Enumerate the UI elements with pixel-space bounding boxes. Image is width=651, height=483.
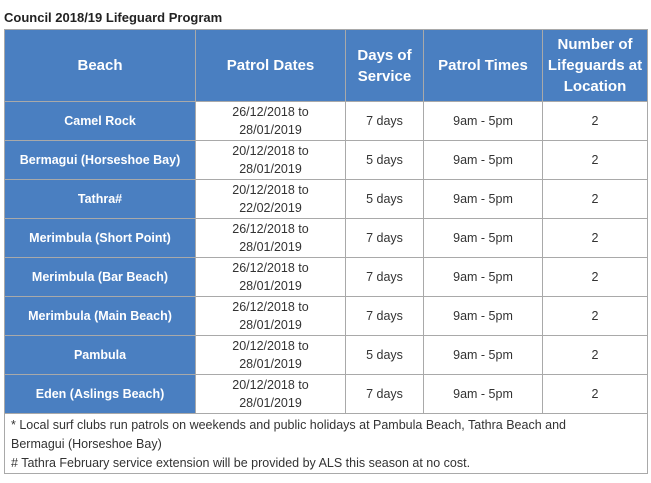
table-row — [5, 258, 648, 297]
table-row — [5, 102, 648, 141]
patrol-dates-cell — [196, 180, 346, 219]
patrol-dates-cell — [196, 258, 346, 297]
footnote-surf-clubs-cont: Bermagui (Horseshoe Bay) — [11, 437, 162, 451]
dates-from: 20/12/2018 to — [232, 144, 309, 158]
times-cell: 9am - 5pm — [424, 141, 543, 180]
days-cell: 7 days — [346, 102, 424, 141]
header-patrol-dates: Patrol Dates — [196, 30, 346, 102]
dates-from: 20/12/2018 to — [232, 339, 309, 353]
days-cell: 5 days — [346, 141, 424, 180]
dates-from: 20/12/2018 to — [232, 183, 309, 197]
header-patrol-times: Patrol Times — [424, 30, 543, 102]
days-cell: 7 days — [346, 219, 424, 258]
times-cell: 9am - 5pm — [424, 375, 543, 414]
days-cell: 5 days — [346, 336, 424, 375]
times-cell: 9am - 5pm — [424, 180, 543, 219]
header-lifeguards: Number of Lifeguards at Location — [543, 30, 648, 102]
beach-cell: Bermagui (Horseshoe Bay) — [5, 141, 196, 180]
dates-to: 28/01/2019 — [239, 123, 302, 137]
beach-cell: Camel Rock — [5, 102, 196, 141]
lifeguards-cell: 2 — [543, 219, 648, 258]
days-cell: 7 days — [346, 258, 424, 297]
dates-to: 28/01/2019 — [239, 396, 302, 410]
footnote-tathra: # Tathra February service extension will be provided by ALS this season at no cost. — [11, 456, 471, 470]
table-row — [5, 219, 648, 258]
footnote-surf-clubs: * Local surf clubs run patrols on weekends and public holidays at Pambula Beach, Tathra Beach and — [11, 418, 566, 432]
dates-to: 28/01/2019 — [239, 318, 302, 332]
dates-from: 26/12/2018 to — [232, 261, 309, 275]
lifeguards-cell: 2 — [543, 180, 648, 219]
dates-to: 28/01/2019 — [239, 279, 302, 293]
times-cell: 9am - 5pm — [424, 219, 543, 258]
dates-from: 26/12/2018 to — [232, 300, 309, 314]
beach-cell: Eden (Aslings Beach) — [5, 375, 196, 414]
days-cell: 5 days — [346, 180, 424, 219]
beach-cell: Merimbula (Short Point) — [5, 219, 196, 258]
patrol-dates-cell — [196, 219, 346, 258]
times-cell: 9am - 5pm — [424, 297, 543, 336]
table-row — [5, 141, 648, 180]
dates-to: 28/01/2019 — [239, 240, 302, 254]
times-cell: 9am - 5pm — [424, 258, 543, 297]
table-row — [5, 180, 648, 219]
header-row — [5, 30, 648, 102]
footnotes-cell — [5, 414, 648, 474]
lifeguards-cell: 2 — [543, 297, 648, 336]
notes-row — [5, 414, 648, 474]
patrol-dates-cell — [196, 375, 346, 414]
dates-from: 26/12/2018 to — [232, 105, 309, 119]
times-cell: 9am - 5pm — [424, 336, 543, 375]
dates-to: 22/02/2019 — [239, 201, 302, 215]
dates-from: 20/12/2018 to — [232, 378, 309, 392]
patrol-dates-cell — [196, 336, 346, 375]
lifeguards-cell: 2 — [543, 141, 648, 180]
lifeguards-cell: 2 — [543, 375, 648, 414]
beach-cell: Tathra# — [5, 180, 196, 219]
table-row — [5, 336, 648, 375]
dates-to: 28/01/2019 — [239, 357, 302, 371]
beach-cell: Merimbula (Main Beach) — [5, 297, 196, 336]
dates-to: 28/01/2019 — [239, 162, 302, 176]
table-row — [5, 297, 648, 336]
header-beach: Beach — [5, 30, 196, 102]
patrol-dates-cell — [196, 102, 346, 141]
days-cell: 7 days — [346, 375, 424, 414]
table-row — [5, 375, 648, 414]
header-days-of-service: Days of Service — [346, 30, 424, 102]
beach-cell: Merimbula (Bar Beach) — [5, 258, 196, 297]
times-cell: 9am - 5pm — [424, 102, 543, 141]
beach-cell: Pambula — [5, 336, 196, 375]
lifeguard-program-table — [4, 29, 648, 474]
lifeguards-cell: 2 — [543, 102, 648, 141]
dates-from: 26/12/2018 to — [232, 222, 309, 236]
lifeguards-cell: 2 — [543, 258, 648, 297]
patrol-dates-cell — [196, 297, 346, 336]
days-cell: 7 days — [346, 297, 424, 336]
patrol-dates-cell — [196, 141, 346, 180]
lifeguards-cell: 2 — [543, 336, 648, 375]
table-caption: Council 2018/19 Lifeguard Program — [4, 10, 223, 25]
